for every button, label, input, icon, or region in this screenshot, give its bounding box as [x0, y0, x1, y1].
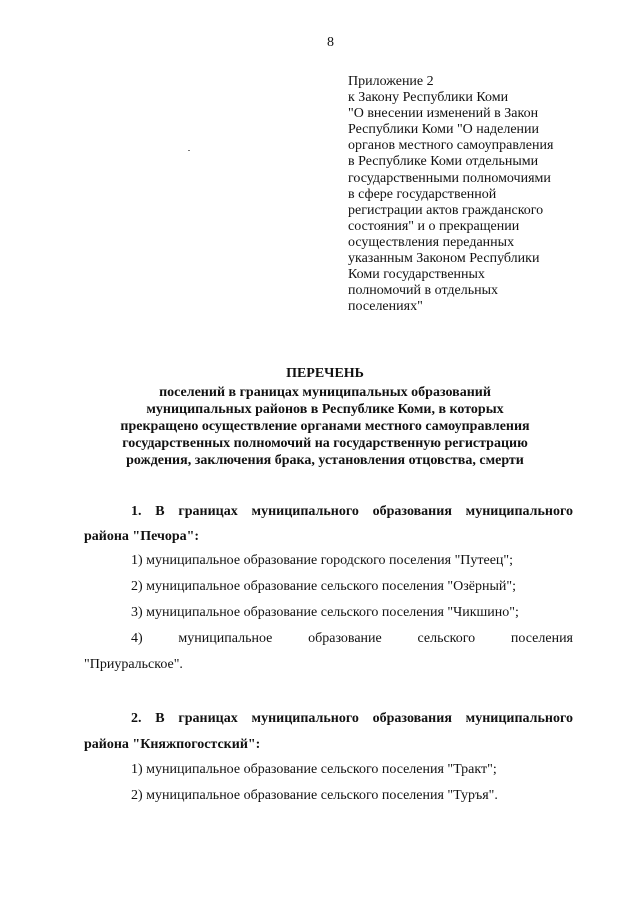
heading-line: прекращено осуществление органами местного самоуправления: [120, 419, 530, 434]
appendix-line: к Закону Республики Коми: [348, 90, 509, 106]
heading-line: государственных полномочий на государственную регистрацию: [122, 436, 528, 451]
section-1-title: 1. В границах муниципального образования муниципального: [131, 504, 573, 519]
section-2-title: 2. В границах муниципального образования муниципального: [131, 711, 573, 726]
section-1-item-4: 4) муниципальное образование сельского поселения: [131, 631, 573, 646]
appendix-line: "О внесении изменений в Закон: [348, 106, 539, 122]
heading-title: ПЕРЕЧЕНЬ: [286, 366, 364, 381]
section-1-item-1: 1) муниципальное образование городского поселения "Путеец";: [131, 553, 514, 568]
list-heading: [70, 365, 580, 469]
appendix-line: Коми государственных: [348, 267, 485, 283]
page-number: 8: [327, 35, 334, 50]
appendix-line: Приложение 2: [348, 74, 434, 89]
appendix-line: осуществления переданных: [348, 234, 515, 250]
heading-line: рождения, заключения брака, установления отцовства, смерти: [126, 453, 524, 468]
appendix-line: указанным Законом Республики: [348, 251, 540, 267]
appendix-line: органов местного самоуправления: [348, 138, 554, 154]
section-1-item-2: 2) муниципальное образование сельского поселения "Озёрный";: [131, 579, 516, 594]
appendix-line: полномочий в отдельных: [348, 283, 499, 299]
scan-speck: [188, 150, 190, 151]
section-2-item-1: 1) муниципальное образование сельского поселения "Тракт";: [131, 762, 497, 777]
section-1-item-4-cont: "Приуральское".: [84, 657, 183, 672]
section-2-title-cont: района "Княжпогостский":: [84, 737, 261, 752]
section-2-item-2: 2) муниципальное образование сельского поселения "Туръя".: [131, 788, 498, 803]
appendix-line: государственными полномочиями: [348, 170, 551, 186]
appendix-line: Республики Коми "О наделении: [348, 122, 540, 138]
appendix-line: в сфере государственной: [348, 186, 497, 202]
appendix-line: состояния" и о прекращении: [348, 218, 520, 234]
heading-line: поселений в границах муниципальных образований: [159, 385, 491, 400]
heading-line: муниципальных районов в Республике Коми, в которых: [146, 402, 504, 417]
appendix-line: регистрации актов гражданского: [348, 202, 544, 218]
appendix-block: [348, 74, 598, 315]
appendix-line: поселениях": [348, 299, 423, 315]
appendix-line: в Республике Коми отдельными: [348, 154, 539, 170]
section-1-item-3: 3) муниципальное образование сельского поселения "Чикшино";: [131, 605, 519, 620]
section-1-title-cont: района "Печора":: [84, 529, 200, 544]
